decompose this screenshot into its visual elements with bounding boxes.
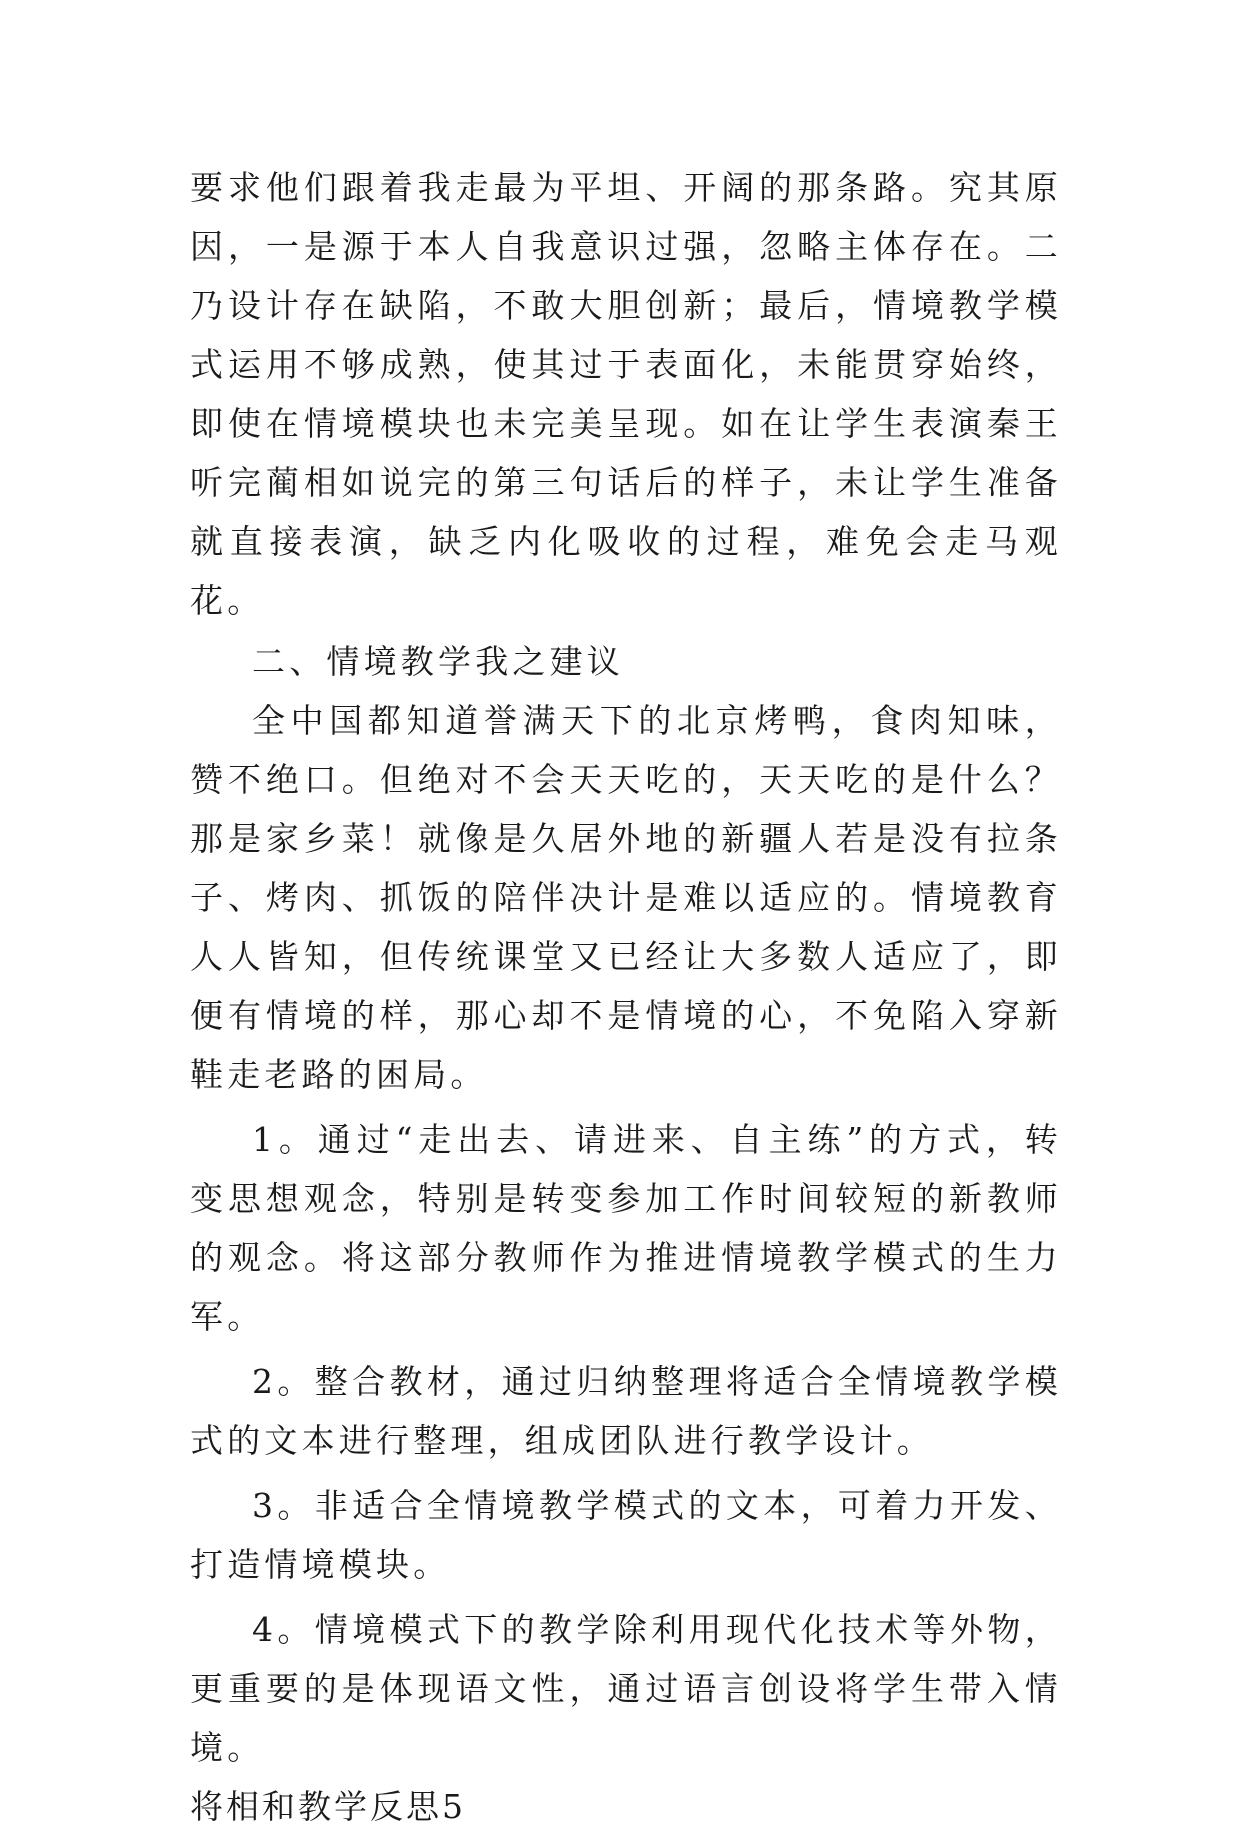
list-item-4: 4。情境模式下的教学除利用现代化技术等外物，更重要的是体现语文性，通过语言创设将学生带入情境。 (190, 1610, 1062, 1767)
paragraph-continued: 要求他们跟着我走最为平坦、开阔的那条路。究其原因，一是源于本人自我意识过强，忽略主体存在。二乃设计存在缺陷，不敢大胆创新；最后，情境教学模式运用不够成熟，使其过于表面化，未能贯穿始终，即使在情境模块也未完美呈现。如在让学生表演秦王听完蔺相如说完的第三句话后的样子，未让学生准备就直接表演，缺乏内化吸收的过程，难免会走马观花。 (190, 168, 1062, 620)
list-item-1: 1。通过“走出去、请进来、自主练”的方式，转变思想观念，特别是转变参加工作时间较短的新教师的观念。将这部分教师作为推进情境教学模式的生力军。 (190, 1120, 1062, 1336)
list-item-3: 3。非适合全情境教学模式的文本，可着力开发、打造情境模块。 (190, 1486, 1062, 1584)
list-item-2: 2。整合教材，通过归纳整理将适合全情境教学模式的文本进行整理，组成团队进行教学设计。 (190, 1362, 1062, 1460)
next-document-title: 将相和教学反思5 (190, 1787, 466, 1826)
section-heading: 二、情境教学我之建议 (252, 642, 624, 681)
paragraph-body: 全中国都知道誉满天下的北京烤鸭，食肉知味，赞不绝口。但绝对不会天天吃的，天天吃的是什么？那是家乡菜！就像是久居外地的新疆人若是没有拉条子、烤肉、抓饭的陪伴决计是难以适应的。情境教育人人皆知，但传统课堂又已经让大多数人适应了，即便有情境的样，那心却不是情境的心，不免陷入穿新鞋走老路的困局。 (190, 701, 1062, 1094)
text-column (190, 158, 1062, 1836)
